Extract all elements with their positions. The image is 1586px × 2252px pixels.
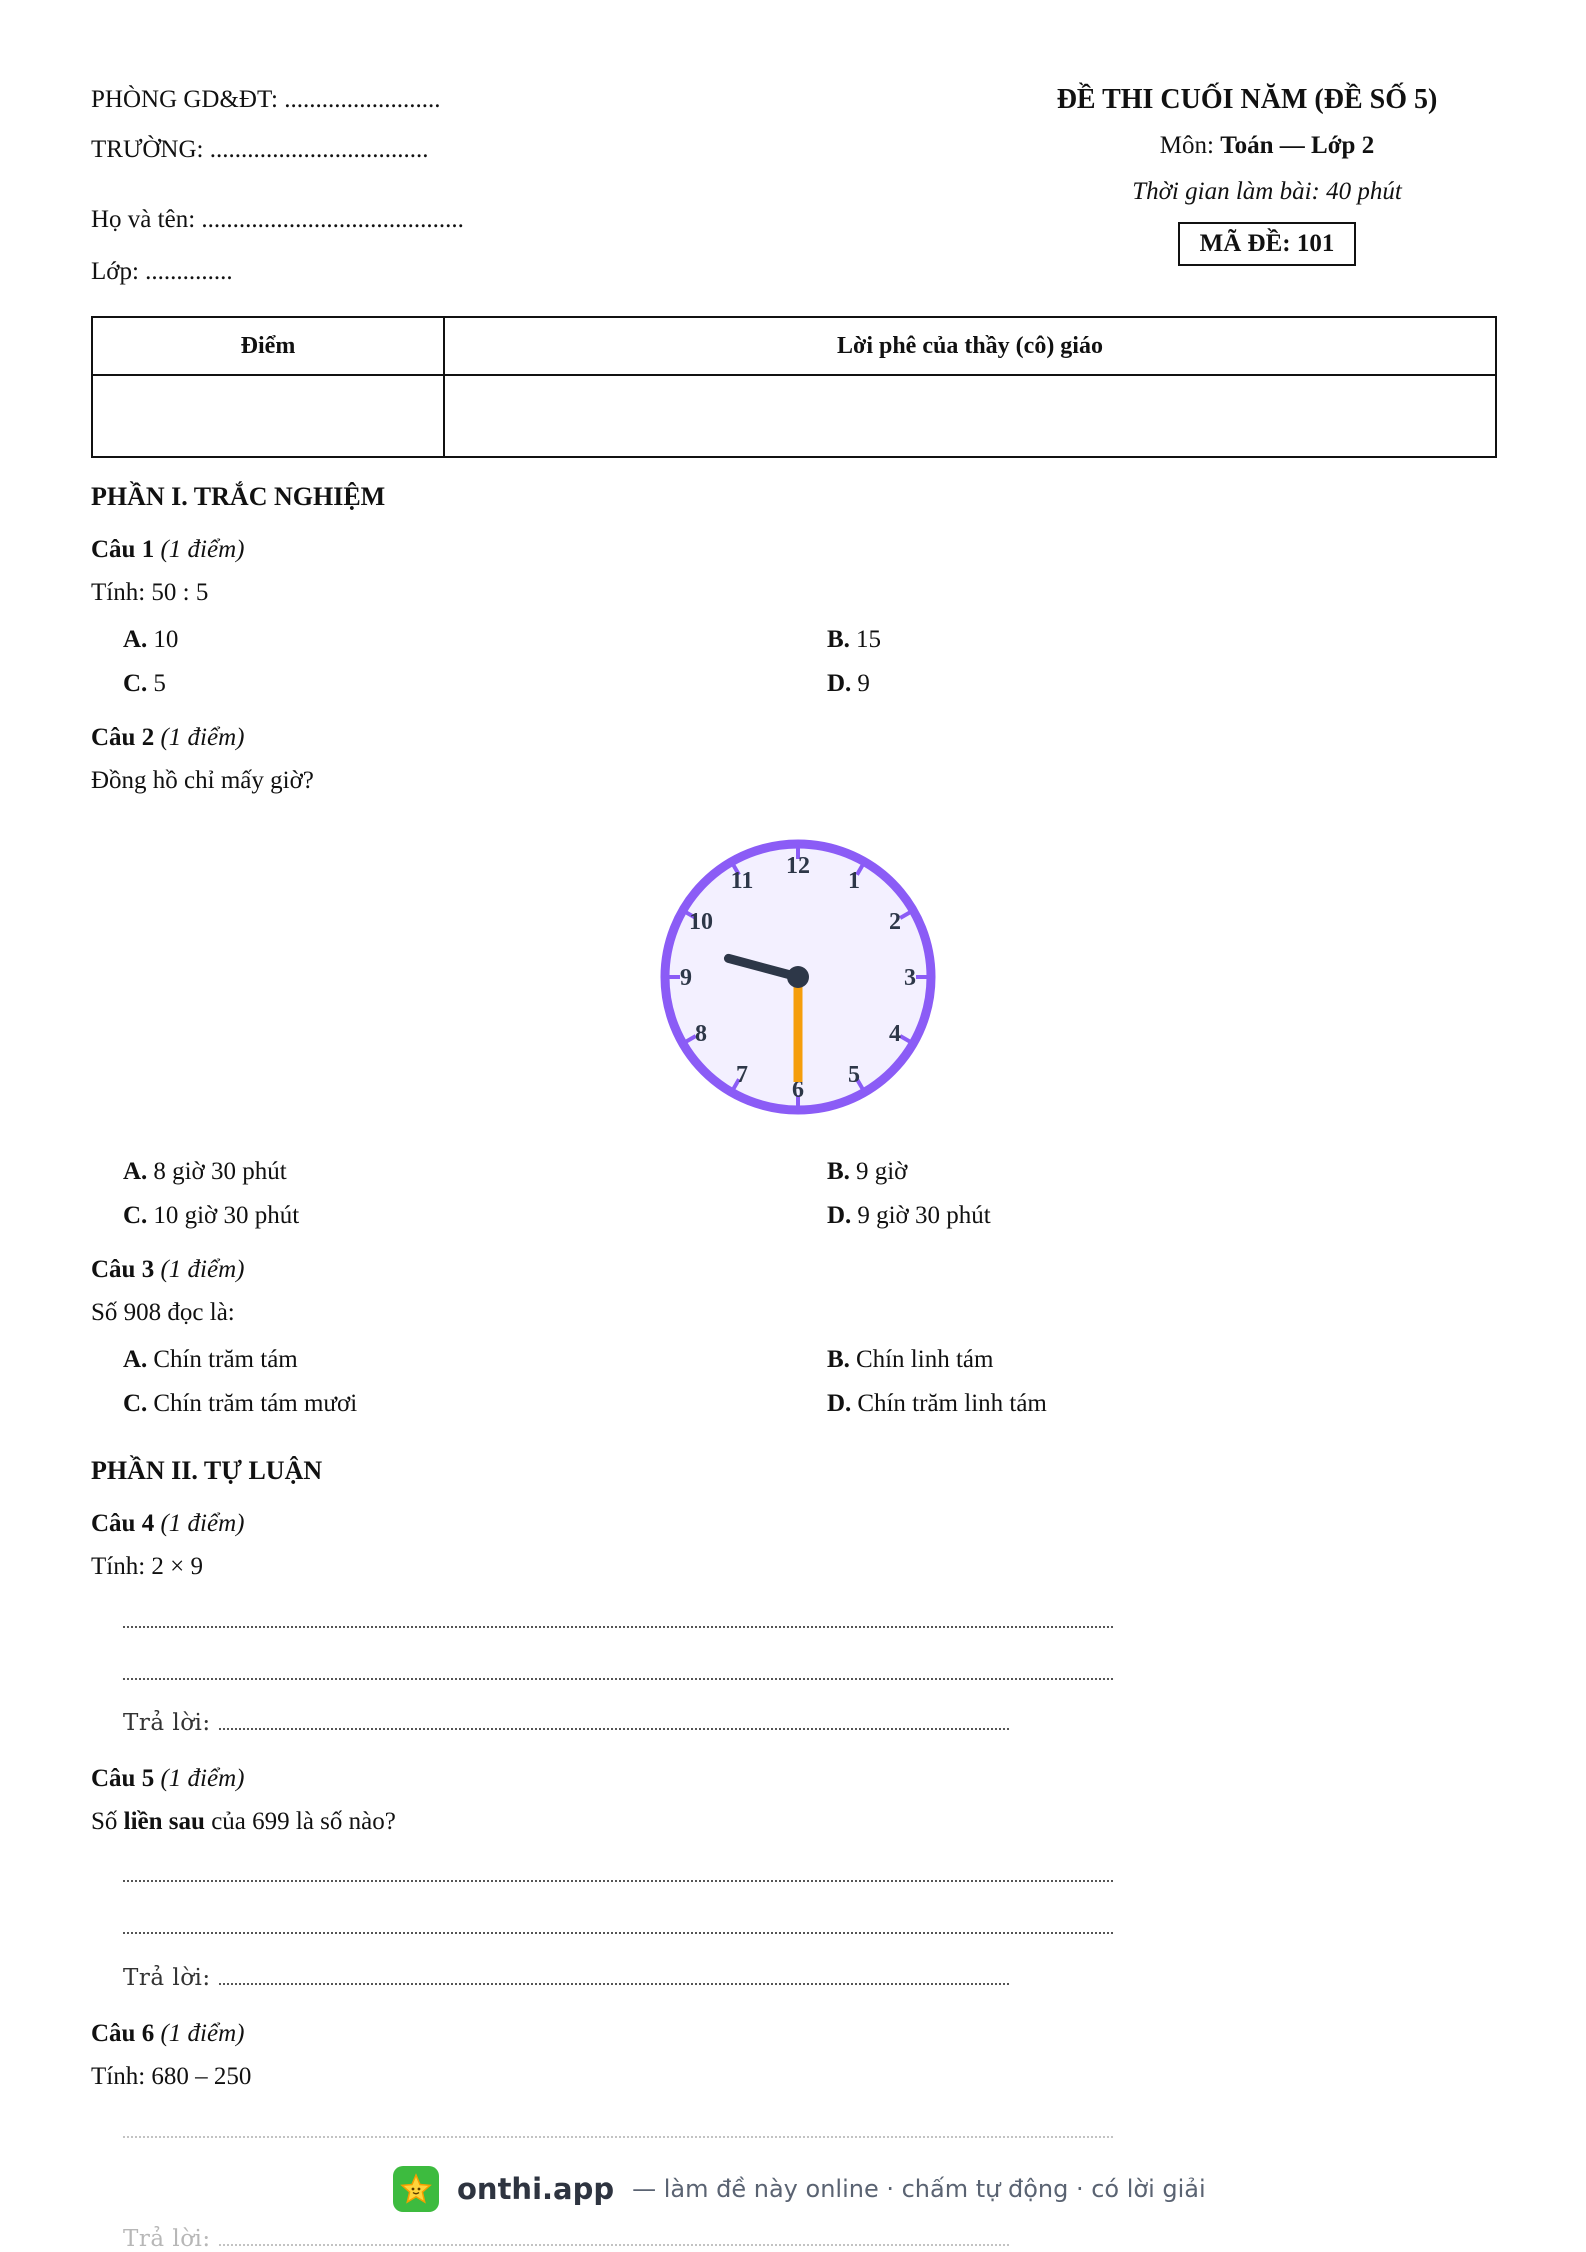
question-points: (1 điểm) — [160, 1510, 245, 1537]
q2-option-b[interactable] — [827, 1158, 907, 1186]
q3-option-a[interactable] — [123, 1346, 298, 1374]
q1-option-c[interactable] — [123, 670, 166, 698]
text-part: của 699 là số nào? — [204, 1808, 396, 1835]
question-label: Câu 5 — [91, 1765, 155, 1792]
answer-line[interactable] — [123, 1965, 1009, 1991]
clock-number: 8 — [695, 1021, 708, 1047]
class-line: Lớp: .............. — [91, 258, 233, 285]
option-text: Chín trăm tám — [153, 1346, 298, 1373]
subject-name: Toán — Lớp 2 — [1220, 132, 1375, 159]
option-key: D. — [827, 1390, 852, 1417]
option-text: Chín trăm tám mươi — [153, 1390, 358, 1417]
answer-line-partial[interactable] — [123, 2226, 1009, 2252]
brand-name[interactable]: onthi.app — [457, 2172, 615, 2206]
school-line: TRƯỜNG: ................................... — [91, 136, 429, 163]
work-line[interactable] — [123, 1880, 1113, 1882]
clock-number: 1 — [848, 868, 860, 895]
option-key: C. — [123, 670, 148, 697]
answer-dots — [219, 2244, 1009, 2246]
clock-number: 9 — [680, 965, 692, 991]
clock-number: 12 — [786, 853, 810, 879]
question-2-text: Đồng hồ chỉ mấy giờ? — [91, 767, 314, 794]
question-5-text — [91, 1808, 396, 1836]
clock-number: 6 — [792, 1077, 804, 1103]
text-emphasis: liền sau — [123, 1808, 205, 1835]
clock-number: 4 — [888, 1021, 901, 1047]
exam-page — [91, 0, 1497, 2244]
clock-number: 10 — [689, 909, 714, 935]
question-points: (1 điểm) — [160, 1765, 245, 1792]
q2-option-a[interactable] — [123, 1158, 287, 1186]
question-1-title — [91, 536, 244, 564]
question-points: (1 điểm) — [160, 536, 245, 563]
dept-line: PHÒNG GD&ĐT: ......................... — [91, 86, 441, 113]
work-line[interactable] — [123, 1678, 1113, 1680]
brand-tagline: — làm đề này online · chấm tự động · có lời giải — [632, 2175, 1206, 2203]
q2-option-c[interactable] — [123, 1202, 299, 1230]
score-header: Điểm — [92, 317, 444, 375]
exam-heading — [1037, 80, 1497, 266]
option-text: 9 giờ 30 phút — [857, 1202, 991, 1229]
question-4-text: Tính: 2 × 9 — [91, 1553, 204, 1580]
question-4-title — [91, 1510, 244, 1538]
comment-cell[interactable] — [444, 375, 1496, 457]
q2-option-d[interactable] — [827, 1202, 991, 1230]
exam-title: ĐỀ THI CUỐI NĂM (ĐỀ SỐ 5) — [1056, 84, 1438, 115]
subject-prefix: Môn: — [1159, 132, 1221, 159]
option-text: Chín trăm linh tám — [857, 1390, 1047, 1417]
option-text: 10 — [153, 626, 179, 653]
clock-number: 5 — [848, 1061, 860, 1088]
comment-header: Lời phê của thầy (cô) giáo — [444, 317, 1496, 375]
answer-label: Trả lời: — [123, 2226, 211, 2252]
option-text: 9 — [857, 670, 870, 697]
part1-heading: PHẦN I. TRẮC NGHIỆM — [91, 482, 386, 511]
question-points: (1 điểm) — [160, 724, 245, 751]
option-text: 9 giờ — [855, 1158, 908, 1185]
question-label: Câu 1 — [91, 536, 155, 563]
option-text: 10 giờ 30 phút — [153, 1202, 300, 1229]
q3-option-b[interactable] — [827, 1346, 993, 1374]
duration-line: Thời gian làm bài: 40 phút — [1132, 178, 1402, 205]
option-key: B. — [827, 1158, 850, 1185]
question-label: Câu 6 — [91, 2020, 155, 2047]
question-1-text: Tính: 50 : 5 — [91, 579, 209, 606]
question-5-title — [91, 1765, 244, 1793]
option-key: A. — [123, 1158, 148, 1185]
question-label: Câu 2 — [91, 724, 155, 751]
star-icon — [393, 2166, 439, 2212]
question-label: Câu 3 — [91, 1256, 155, 1283]
work-line[interactable] — [123, 2136, 1113, 2138]
name-line: Họ và tên: .......................................... — [91, 206, 464, 233]
clock-figure — [653, 832, 943, 1122]
option-key: B. — [827, 626, 850, 653]
option-key: D. — [827, 1202, 852, 1229]
option-key: D. — [827, 670, 852, 697]
question-3-text: Số 908 đọc là: — [91, 1299, 235, 1326]
promo-banner[interactable] — [393, 2166, 1206, 2212]
answer-label: Trả lời: — [123, 1710, 211, 1736]
answer-dots — [219, 1728, 1009, 1730]
option-key: B. — [827, 1346, 850, 1373]
question-3-title — [91, 1256, 244, 1284]
option-text: 15 — [855, 626, 881, 653]
part2-heading: PHẦN II. TỰ LUẬN — [91, 1456, 323, 1485]
star-icon-glyph — [399, 2172, 433, 2206]
question-6-title — [91, 2020, 244, 2048]
q1-option-d[interactable] — [827, 670, 870, 698]
option-key: C. — [123, 1202, 148, 1229]
option-key: A. — [123, 626, 148, 653]
question-2-title — [91, 724, 244, 752]
subject-line — [1037, 126, 1497, 166]
question-label: Câu 4 — [91, 1510, 155, 1537]
clock-number: 3 — [904, 965, 916, 991]
option-text: 5 — [153, 670, 166, 697]
clock-number: 7 — [736, 1061, 748, 1088]
question-points: (1 điểm) — [160, 2020, 245, 2047]
q3-option-c[interactable] — [123, 1390, 357, 1418]
answer-dots — [219, 1983, 1009, 1985]
option-key: A. — [123, 1346, 148, 1373]
q3-option-d[interactable] — [827, 1390, 1047, 1418]
q1-option-a[interactable] — [123, 626, 178, 654]
q1-option-b[interactable] — [827, 626, 881, 654]
question-points: (1 điểm) — [160, 1256, 245, 1283]
option-text: 8 giờ 30 phút — [153, 1158, 287, 1185]
score-table — [91, 316, 1497, 458]
clock-number: 11 — [730, 868, 754, 895]
clock-number: 2 — [888, 909, 901, 935]
text-part: Số — [91, 1808, 124, 1835]
option-text: Chín linh tám — [855, 1346, 994, 1373]
question-6-text: Tính: 680 – 250 — [91, 2063, 252, 2090]
option-key: C. — [123, 1390, 148, 1417]
exam-code-box: MÃ ĐỀ: 101 — [1178, 222, 1357, 266]
score-cell[interactable] — [92, 375, 444, 457]
clock-center — [787, 966, 809, 988]
work-line[interactable] — [123, 1626, 1113, 1628]
work-line[interactable] — [123, 1932, 1113, 1934]
answer-label: Trả lời: — [123, 1965, 211, 1991]
answer-line[interactable] — [123, 1710, 1009, 1736]
